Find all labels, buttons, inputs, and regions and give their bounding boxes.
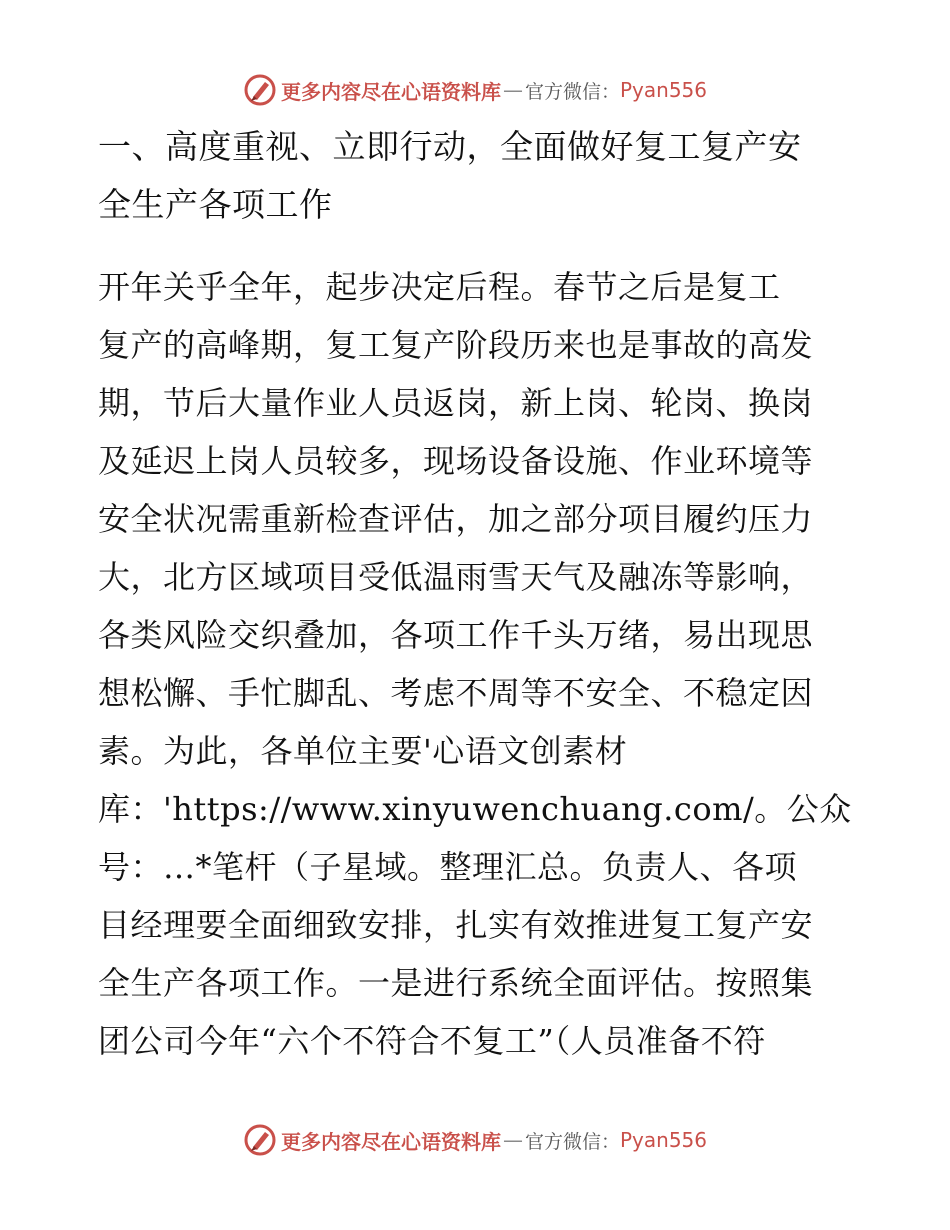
watermark-text: 更多内容尽在心语资料库 [280, 79, 501, 104]
paragraph-line: 大，北方区域项目受低温雨雪天气及融冻等影响， [98, 558, 814, 596]
pen-logo-icon [243, 73, 277, 107]
paragraph-line: 全生产各项工作。一是进行系统全面评估。按照集 [98, 964, 814, 1002]
body-paragraph [98, 258, 858, 1070]
paragraph-line: 想松懈、手忙脚乱、考虑不周等不安全、不稳定因 [98, 674, 814, 712]
pen-logo-icon [243, 1123, 277, 1157]
paragraph-line: 各类风险交织叠加，各项工作千头万绪，易出现思 [98, 616, 814, 654]
paragraph-line: 及延迟上岗人员较多，现场设备设施、作业环境等 [98, 442, 814, 480]
paragraph-line: 目经理要全面细致安排，扎实有效推进复工复产安 [98, 906, 814, 944]
watermark-wechat-label: 官方微信： [524, 80, 620, 103]
paragraph-line: 库：'https://www.xinyuwenchuang.com/。公众 [98, 790, 852, 828]
watermark-separator: — [502, 1128, 523, 1152]
header-watermark [0, 70, 950, 110]
heading-line: 全生产各项工作 [98, 185, 333, 224]
watermark-wechat-id: Pyan556 [620, 78, 708, 102]
paragraph-line: 安全状况需重新检查评估，加之部分项目履约压力 [98, 500, 814, 538]
paragraph-line: 复产的高峰期，复工复产阶段历来也是事故的高发 [98, 326, 814, 364]
watermark-wechat-id: Pyan556 [620, 1128, 708, 1152]
footer-watermark [0, 1120, 950, 1160]
document-content [98, 118, 858, 1070]
paragraph-line: 素。为此，各单位主要'心语文创素材 [98, 732, 628, 770]
section-heading [98, 118, 858, 234]
paragraph-line: 号：…*笔杆（子星域。整理汇总。负责人、各项 [98, 848, 798, 886]
heading-line: 一、高度重视、立即行动，全面做好复工复产安 [98, 127, 802, 166]
watermark-text: 更多内容尽在心语资料库 [280, 1129, 501, 1154]
paragraph-line: 开年关乎全年，起步决定后程。春节之后是复工 [98, 268, 781, 306]
watermark-separator: — [502, 78, 523, 102]
watermark-wechat-label: 官方微信： [524, 1130, 620, 1153]
paragraph-line: 团公司今年“六个不符合不复工”（人员准备不符 [98, 1022, 766, 1060]
paragraph-line: 期，节后大量作业人员返岗，新上岗、轮岗、换岗 [98, 384, 814, 422]
